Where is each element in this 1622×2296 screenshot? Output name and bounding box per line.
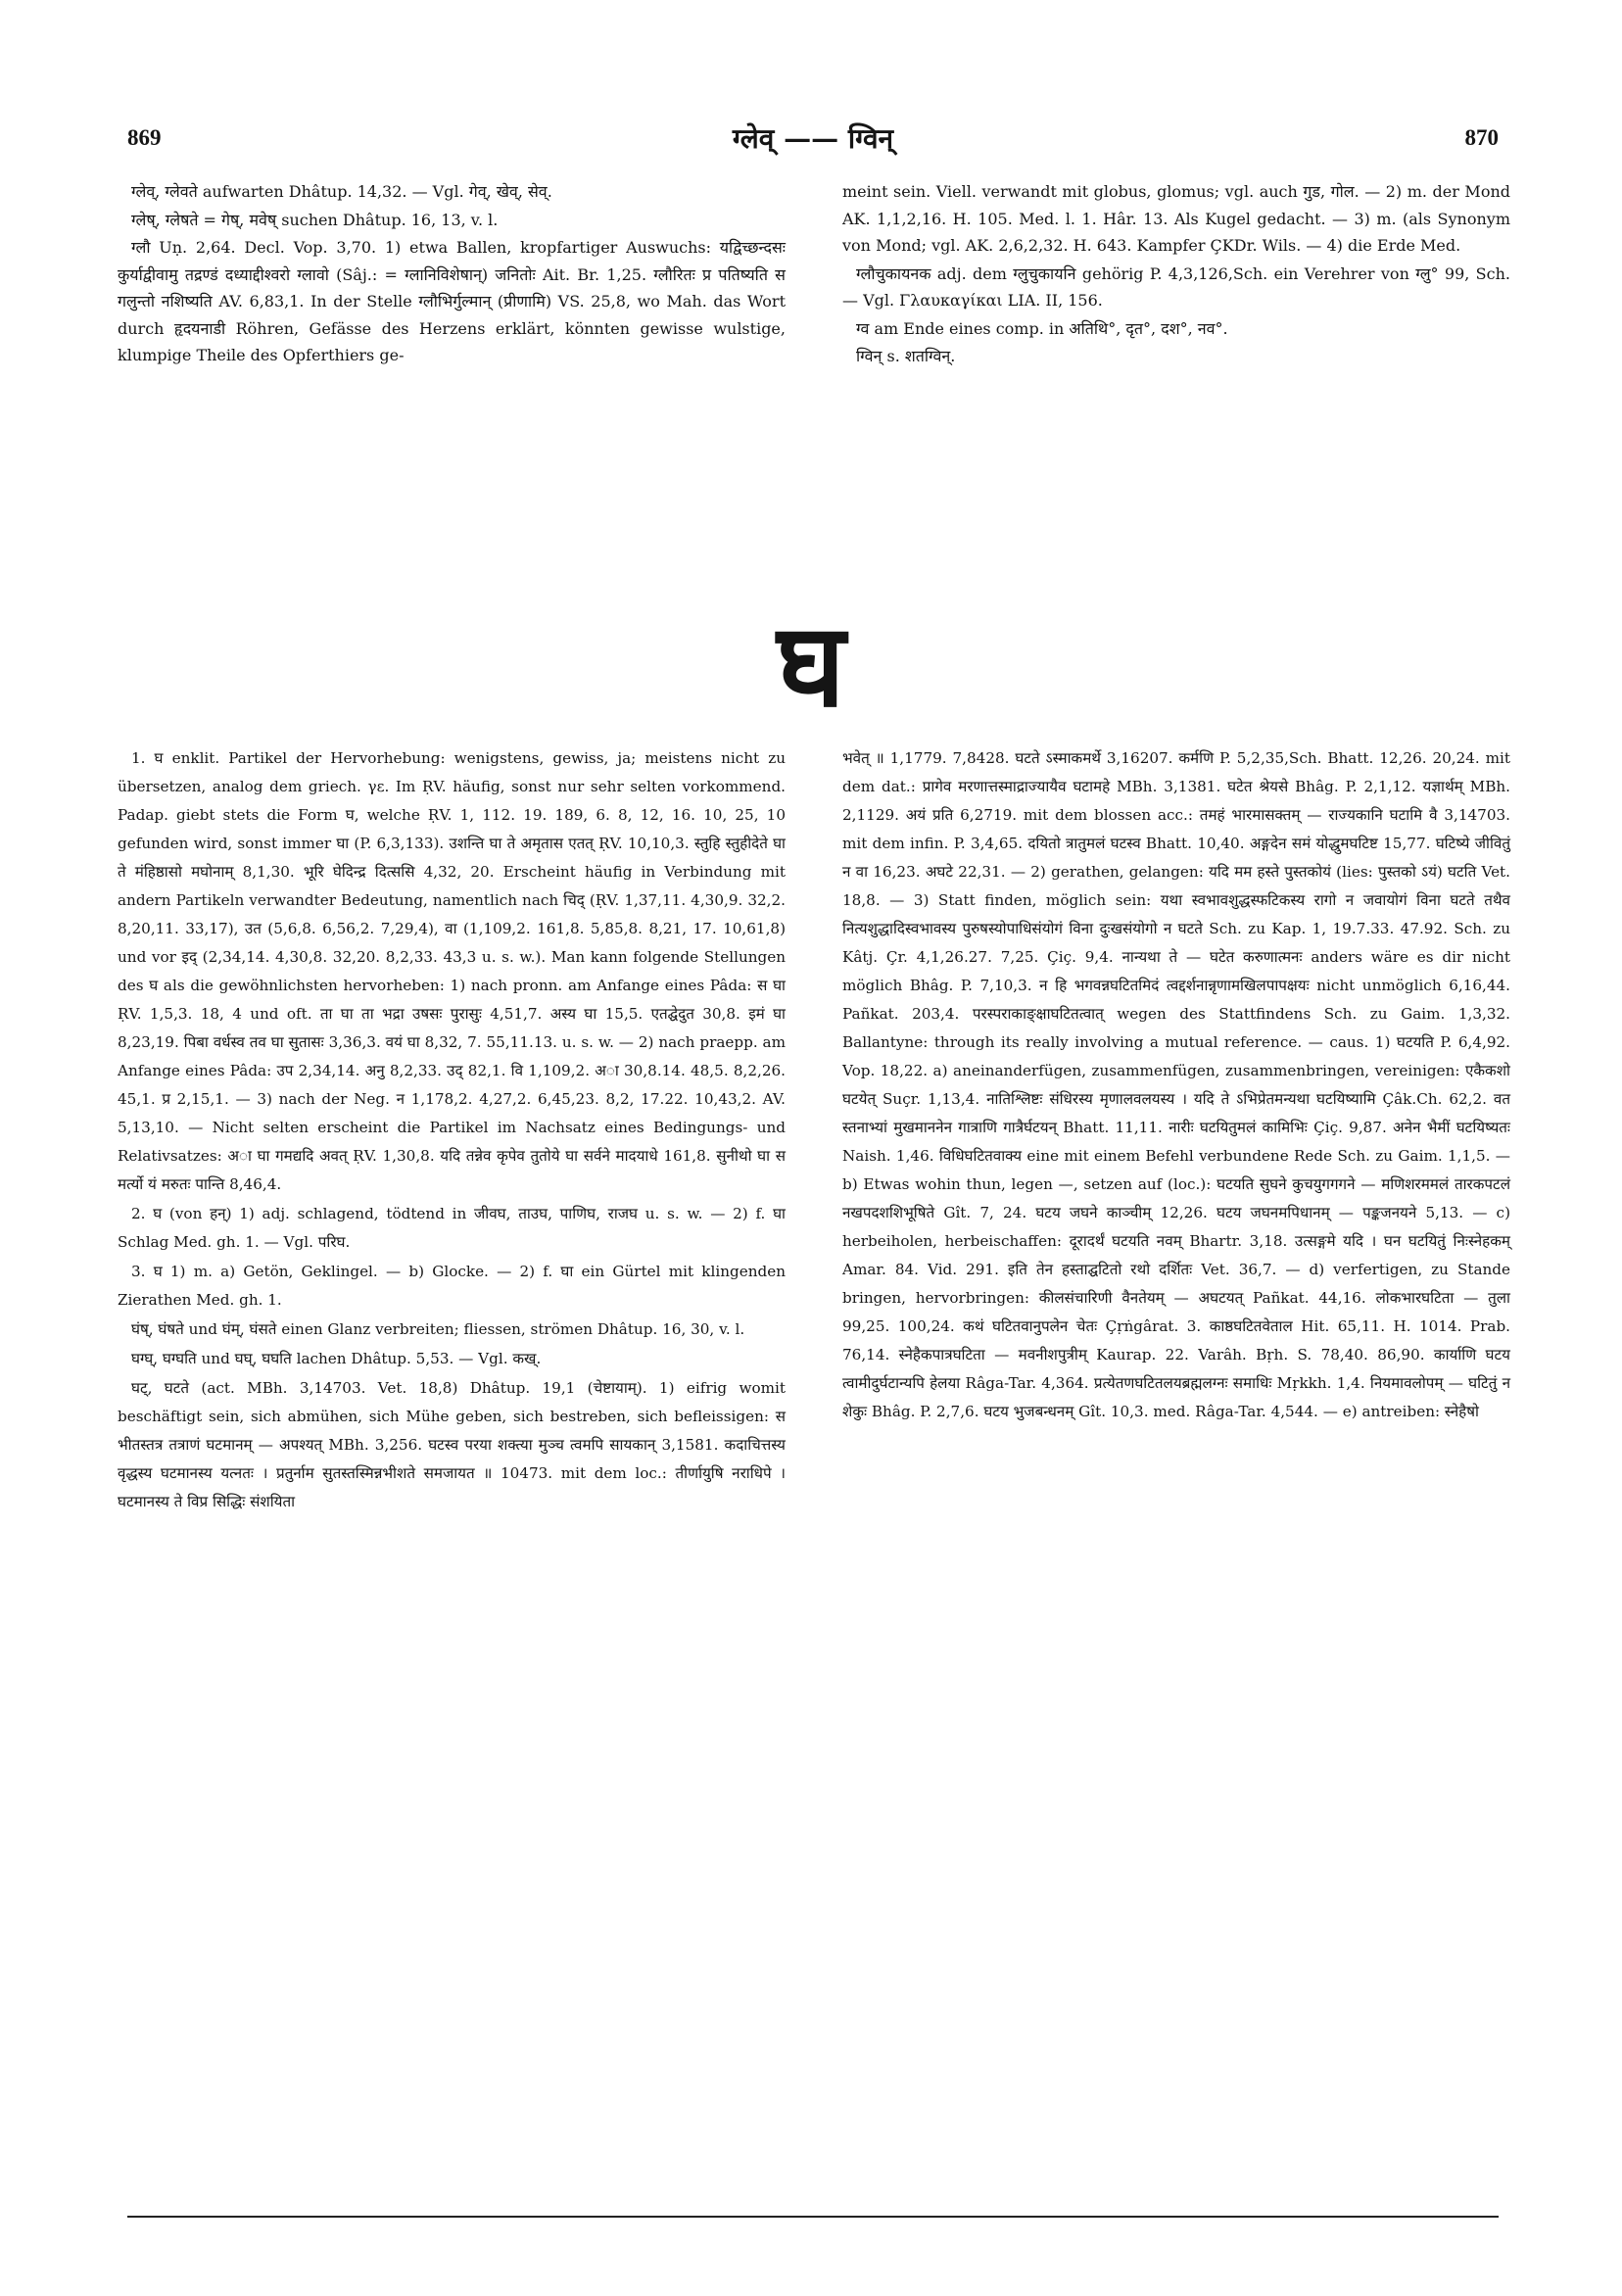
- dictionary-entry: ग्लेष्, ग्लेषते = गेष्, मवेष् suchen Dhâtup. 16, 13, v. l.: [131, 210, 499, 229]
- bottom-left-column: [118, 744, 786, 1517]
- section-letter: घ: [777, 597, 845, 733]
- top-section: [118, 178, 1508, 550]
- dictionary-entry: ग्लेव्, ग्लेवते aufwarten Dhâtup. 14,32. — Vgl. गेव्, खेव्, सेव्.: [131, 182, 552, 201]
- footer-rule: [127, 2216, 1499, 2218]
- running-head: ग्लेव् —— ग्विन्: [732, 122, 894, 155]
- dictionary-entry: 3. घ 1) m. a) Getön, Geklingel. — b) Glocke. — 2) f. घा ein Gürtel mit klingenden Zierathen Med. gh. 1.: [118, 1263, 786, 1309]
- dictionary-entry: 1. घ enklit. Partikel der Hervorhebung: wenigstens, gewiss, ja; meistens nicht zu übersetzen, analog dem griech. γε. Im ṚV. häufig, sonst nur sehr selten vorkommend. Padap. giebt stets die Form घ, welche ṚV. 1, 112. 19. 189, 6. 8, 12, 16. 10, 25, 10 gefunden wird, sonst immer घा (P. 6,3,133). उशन्ति घा ते अमृतास एतत् ṚV. 10,10,3. स्तुहि स्तुहीदेते घा ते मंहिष्ठासो मघोनाम् 8,1,30. भूरि घेदिन्द्र दित्ससि 4,32, 20. Erscheint häufig in Verbindung mit andern Partikeln verwandter Bedeutung, namentlich nach चिद् (ṚV. 1,37,11. 4,30,9. 32,2. 8,20,11. 33,17), उत (5,6,8. 6,56,2. 7,29,4), वा (1,109,2. 161,8. 5,85,8. 8,21, 17. 10,61,8) und vor इद् (2,34,14. 4,30,8. 32,20. 8,2,33. 43,3 u. s. w.). Man kann folgende Stellungen des घ als die gewöhnlichsten hervorheben: 1) nach pronn. am Anfange eines Pâda: स घा ṚV. 1,5,3. 18, 4 und oft. ता घा ता भद्रा उषसः पुरासुः 4,51,7. अस्य घा 15,5. एतद्घेदुत 30,8. इमं घा 8,23,19. पिबा वर्धस्व तव घा सुतासः 3,36,3. वयं घा 8,32, 7. 55,11.13. u. s. w. — 2) nach praepp. am Anfange eines Pâda: उप 2,34,14. अनु 8,2,33. उद् 82,1. वि 1,109,2. अा 30,8.14. 48,5. 8,2,26. 45,1. प्र 2,15,1. — 3) nach der Neg. न 1,178,2. 4,27,2. 6,45,23. 8,2, 17.22. 10,43,2. AV. 5,13,10. — Nicht selten erscheint die Partikel im Nachsatz eines Bedingungs- und Relativsatzes: अा घा गमद्यदि अवत् ṚV. 1,30,8. यदि तन्नेव कृपेव तुतोये घा सर्वने मादयाधे 161,8. सुनीथो घा स मर्त्यो यं मरुतः पान्ति 8,46,4.: [118, 749, 786, 1193]
- dictionary-entry: meint sein. Viell. verwandt mit globus, glomus; vgl. auch गुड, गोल. — 2) m. der Mond AK. 1,1,2,16. H. 105. Med. l. 1. Hâr. 13. Als Kugel gedacht. — 3) m. (als Synonym von Mond; vgl. AK. 2,6,2,32. H. 643. Kampfer ÇKDr. Wils. — 4) die Erde Med.: [842, 182, 1510, 255]
- dictionary-entry: ग्व am Ende eines comp. in अतिथि°, दृत°, दश°, नव°.: [856, 318, 1228, 338]
- page-number-right: 870: [1464, 125, 1499, 150]
- dictionary-entry: ग्लौचुकायनक adj. dem ग्लुचुकायनि gehörig P. 4,3,126,Sch. ein Verehrer von ग्लु° 99, Sch. — Vgl. Γλαυκαγίκαι LIA. II, 156.: [842, 263, 1510, 310]
- dictionary-entry: 2. घ (von हन्) 1) adj. schlagend, tödtend in जीवघ, ताउघ, पाणिघ, राजघ u. s. w. — 2) f. घा Schlag Med. gh. 1. — Vgl. परिघ.: [118, 1205, 786, 1251]
- dictionary-entry: घंष्, घंषते und घंम्, घंसते einen Glanz verbreiten; fliessen, strömen Dhâtup. 16, 30, v. l.: [131, 1320, 745, 1338]
- dictionary-entry: ग्विन् s. शतग्विन्.: [856, 347, 956, 365]
- page-number-left: 869: [127, 125, 162, 150]
- bottom-section: [118, 744, 1508, 2175]
- dictionary-entry: भवेत् ॥ 1,1779. 7,8428. घटते ऽस्माकमर्थे 3,16207. कर्मणि P. 5,2,35,Sch. Bhatt. 12,26. 20,24. mit dem dat.: प्रागेव मरणात्तस्माद्राज्यायैव घटामहे MBh. 3,1381. घटेत श्रेयसे Bhâg. P. 2,1,12. यज्ञार्थम् MBh. 2,1129. अयं प्रति 6,2719. mit dem blossen acc.: तमहं भारमासक्तम् — राज्यकानि घटामि वै 3,14703. mit dem infin. P. 3,4,65. दयितो त्रातुमलं घटस्व Bhatt. 10,40. अङ्गदेन समं योद्धुमघटिष्ट 15,77. घटिष्ये जीवितुं न वा 16,23. अघटे 22,31. — 2) gerathen, gelangen: यदि मम हस्ते पुस्तकोयं (lies: पुस्तको ऽयं) घटति Vet. 18,8. — 3) Statt finden, möglich sein: यथा स्वभावशुद्धस्फटिकस्य रागो न जवायोगं विना घटते तथैव नित्यशुद्धादिस्वभावस्य पुरुषस्योपाधिसंयोगं विना दुःखसंयोगो न घटते Sch. zu Kap. 1, 19.7.33. 47.92. Sch. zu Kâtj. Çr. 4,1,26.27. 7,25. Çiç. 9,4. नान्यथा ते — घटेत करुणात्मनः anders wäre es dir nicht möglich Bhâg. P. 7,10,3. न हि भगवन्नघटितमिदं त्वद्दर्शनान्नृणामखिलपापक्षयः nicht unmöglich 6,16,44. Pañkat. 203,4. परस्पराकाङ्क्षाघटितत्वात् wegen des Stattfindens Sch. zu Gaim. 1,3,32. Ballantyne: through its really involving a mutual reference. — caus. 1) घटयति P. 6,4,92. Vop. 18,22. a) aneinanderfügen, zusammenfügen, zusammenbringen, vereinigen: एकैकशो घटयेत् Suçr. 1,13,4. नातिश्लिष्टः संधिरस्य मृणालवलयस्य । यदि ते ऽभिप्रेतमन्यथा घटयिष्यामि Çâk.Ch. 62,2. वत स्तनाभ्यां मुखमाननेन गात्राणि गात्रैर्घटयन् Bhatt. 11,11. नारीः घटयितुमलं कामिभिः Çiç. 9,87. अनेन भैमीं घटयिष्यतः Naish. 1,46. विधिघटितवाक्य eine mit einem Befehl verbundene Rede Sch. zu Gaim. 1,1,5. — b) Etwas wohin thun, legen —, setzen auf (loc.): घटयति सुघने कुचयुगगगने — मणिशरममलं तारकपटलं नखपदशशिभूषिते Gît. 7, 24. घटय जघने काञ्चीम् 12,26. घटय जघनमपिधानम् — पङ्कजनयने 5,13. — c) herbeiholen, herbeischaffen: दूरादर्थं घटयति नवम् Bhartr. 3,18. उत्सङ्गमे यदि । घन घटयितुं निःस्नेहकम् Amar. 84. Vid. 291. इति तेन हस्ताद्घटितो रथो दर्शितः Vet. 36,7. — d) verfertigen, zu Stande bringen, hervorbringen: कीलसंचारिणी वैनतेयम् — अघटयत् Pañkat. 44,16. लोकभारघटिता — तुला 99,25. 100,24. कथं घटितवानुपलेन चेतः Çṛṅgârat. 3. काष्ठघटितवेताल Hit. 65,11. H. 1014. Prab. 76,14. स्नेहैकपात्रघटिता — मवनीशपुत्रीम् Kaurap. 22. Varâh. Bṛh. S. 78,40. 86,90. कार्याणि घटय त्वामीदुर्घटान्यपि हेलया Râga-Tar. 4,364. प्रत्येतणघटितलयब्रह्मलग्नः समाधिः Mṛkkh. 1,4. नियमावलोपम् — घटितुं न शेकुः Bhâg. P. 2,7,6. घटय भुजबन्धनम् Gît. 10,3. med. Râga-Tar. 4,544. — e) antreiben: स्नेहैषो: [842, 749, 1510, 1420]
- top-left-column: [118, 178, 786, 370]
- dictionary-entry: ग्लौ Uṇ. 2,64. Decl. Vop. 3,70. 1) etwa Ballen, kropfartiger Auswuchs: यद्विच्छन्दसः कुर्याद्वीवामु तद्रण्डं दध्याद्दीश्वरो ग्लावो (Sâj.: = ग्लानिविशेषान्) जनितोः Ait. Br. 1,25. ग्लौरितः प्र पतिष्यति स गलुन्तो नशिष्यति AV. 6,83,1. In der Stelle ग्लौभिर्गुल्मान् (प्रीणामि) VS. 25,8, wo Mah. das Wort durch हृदयनाडी Röhren, Gefässe des Herzens erklärt, könnten gewisse wulstige, klumpige Theile des Opferthiers ge-: [118, 238, 786, 364]
- dictionary-entry: घग्घ्, घग्घति und घघ्, घघति lachen Dhâtup. 5,53. — Vgl. कख्.: [131, 1350, 542, 1367]
- page-header: [127, 122, 1499, 168]
- top-right-column: [842, 178, 1510, 371]
- bottom-right-column: [842, 744, 1510, 1427]
- dictionary-entry: घट्, घटते (act. MBh. 3,14703. Vet. 18,8) Dhâtup. 19,1 (चेष्टायाम्). 1) eifrig womit beschäftigt sein, sich abmühen, sich Mühe geben, sich bestreben, sich befleissigen: स भीतस्तत्र तत्राणं घटमानम् — अपश्यत् MBh. 3,256. घटस्व परया शक्त्या मुञ्च त्वमपि सायकान् 3,1581. कदाचित्तस्य वृद्धस्य घटमानस्य यत्नतः । प्रतुर्नाम सुतस्तस्मिन्नभीशते समजायत ॥ 10473. mit dem loc.: तीर्णायुषि नराधिपे । घटमानस्य ते विप्र सिद्धिः संशयिता: [118, 1379, 786, 1510]
